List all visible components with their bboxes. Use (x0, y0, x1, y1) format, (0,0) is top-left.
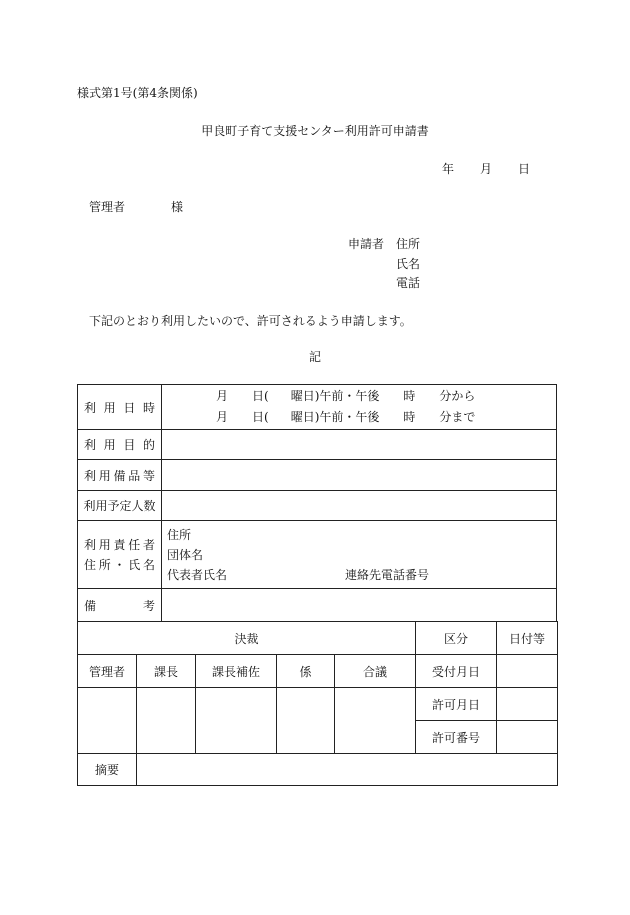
manager-header: 管理者 (78, 655, 137, 688)
date-line (442, 160, 530, 177)
approval-table (77, 621, 558, 786)
applicant-label: 申請者 (348, 237, 385, 251)
date-month: 月 (480, 162, 493, 176)
applicant-address-label: 住所 (396, 237, 421, 251)
addressee (89, 198, 183, 215)
applicant-phone-label: 電話 (396, 276, 421, 290)
responsible-address: 住所 (167, 527, 192, 542)
usage-datetime-label: 利 用 日 時 (78, 385, 162, 430)
purpose-field[interactable] (162, 430, 557, 460)
application-table (77, 384, 557, 622)
responsible-contact-line: 代表者氏名 連絡先電話番号 (167, 567, 430, 582)
applicant-block (348, 235, 420, 294)
time-from: 月 日( 曜日) 午前・午後 時 分から (216, 389, 476, 403)
manager-stamp[interactable] (78, 688, 137, 754)
addressee-label: 管理者 (89, 200, 126, 214)
decision-header: 決裁 (78, 622, 416, 655)
received-date-field[interactable] (497, 655, 558, 688)
equipment-label: 利 用 備 品 等 (78, 460, 162, 491)
date-etc-header: 日付等 (497, 622, 558, 655)
permit-date-label: 許可月日 (416, 688, 497, 721)
council-header: 合議 (335, 655, 416, 688)
section-chief-header: 課長 (137, 655, 196, 688)
date-year: 年 (442, 162, 455, 176)
council-stamp[interactable] (335, 688, 416, 754)
remarks-field[interactable] (162, 589, 557, 622)
remarks-label: 備 考 (78, 589, 162, 622)
headcount-label: 利用予定人数 (78, 491, 162, 521)
responsible-field[interactable] (162, 521, 557, 589)
purpose-label: 利 用 目 的 (78, 430, 162, 460)
document-title: 甲良町子育て支援センター利用許可申請書 (201, 124, 429, 138)
ki-heading: 記 (308, 350, 321, 364)
permit-number-label: 許可番号 (416, 721, 497, 754)
form-number: 様式第1号(第4条関係) (77, 86, 198, 100)
responsible-group: 団体名 (167, 547, 204, 562)
date-day: 日 (518, 162, 531, 176)
intro-text: 下記のとおり利用したいので、許可されるよう申請します。 (89, 314, 412, 328)
assistant-chief-stamp[interactable] (196, 688, 277, 754)
equipment-field[interactable] (162, 460, 557, 491)
summary-field[interactable] (137, 754, 558, 786)
assistant-chief-header: 課長補佐 (196, 655, 277, 688)
headcount-field[interactable] (162, 491, 557, 521)
staff-header: 係 (277, 655, 335, 688)
usage-datetime-field[interactable] (162, 385, 557, 430)
responsible-label: 利 用 責 任 者 住 所 ・ 氏 名 (78, 521, 162, 589)
addressee-suffix: 様 (171, 200, 184, 214)
received-date-label: 受付月日 (416, 655, 497, 688)
permit-date-field[interactable] (497, 688, 558, 721)
summary-label: 摘要 (78, 754, 137, 786)
applicant-name-label: 氏名 (396, 256, 421, 271)
staff-stamp[interactable] (277, 688, 335, 754)
time-to: 月 日( 曜日) 午前・午後 時 分まで (216, 410, 476, 424)
permit-number-field[interactable] (497, 721, 558, 754)
category-header: 区分 (416, 622, 497, 655)
section-chief-stamp[interactable] (137, 688, 196, 754)
